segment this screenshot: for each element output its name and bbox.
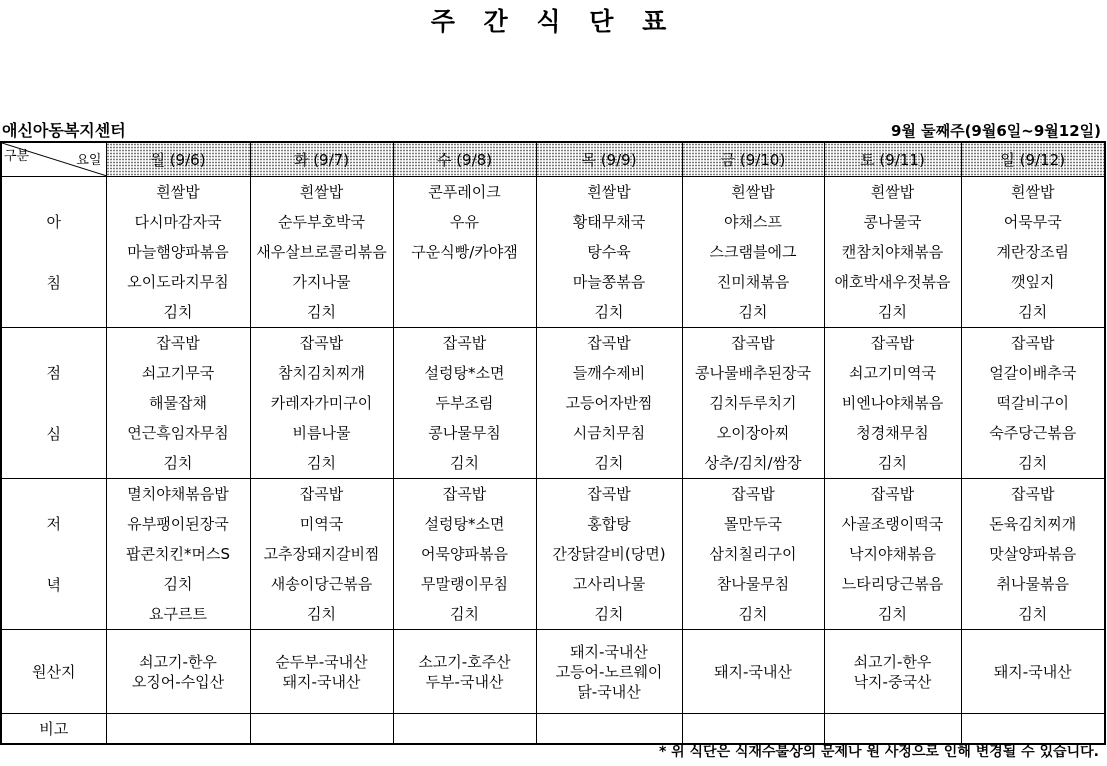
- menu-item: 오이장아찌: [716, 424, 790, 442]
- footnote: * 위 식단은 식재수불상의 문제나 원 사정으로 인해 변경될 수 있습니다.: [658, 744, 1099, 760]
- menu-item: 김치: [450, 454, 479, 472]
- menu-item: 잡곡밥: [442, 485, 487, 503]
- week-label: 9월 둘째주(9월6일~9월12일): [890, 122, 1101, 140]
- meal-label-top: 저: [46, 515, 61, 533]
- meal-label: [1, 479, 106, 630]
- menu-item: 다시마감자국: [134, 213, 222, 231]
- origin-line: 소고기-호주산: [418, 652, 511, 671]
- menu-item: 계란장조림: [996, 243, 1069, 261]
- menu-cell: [106, 177, 250, 328]
- menu-item: 설렁탕*소면: [424, 364, 505, 382]
- note-label: 비고: [1, 714, 106, 745]
- menu-item: 김치: [878, 454, 907, 472]
- menu-item: 김치: [738, 605, 768, 623]
- origin-row: [1, 630, 1105, 714]
- meal-body: [1, 177, 1105, 630]
- menu-item: 얼갈이배추국: [989, 364, 1077, 382]
- meal-label-bottom: 심: [46, 425, 61, 443]
- menu-item: 잡곡밥: [731, 334, 775, 352]
- day-header: 일 (9/12): [961, 142, 1105, 177]
- day-header: 토 (9/11): [824, 142, 961, 177]
- meal-label-top: 점: [46, 364, 61, 382]
- menu-item: 낙지야채볶음: [849, 545, 936, 563]
- menu-cell: [824, 479, 961, 630]
- menu-item: 카레자가미구이: [270, 394, 373, 412]
- origin-line: 돼지-국내산: [993, 662, 1072, 681]
- menu-item: 요구르트: [149, 605, 207, 623]
- menu-cell: [961, 177, 1105, 328]
- menu-item: 취나물볶음: [996, 575, 1069, 593]
- menu-item: 콩나물국: [863, 213, 922, 231]
- menu-item: 맛살양파볶음: [989, 545, 1077, 563]
- menu-item: 잡곡밥: [156, 334, 200, 352]
- menu-item: 흰쌀밥: [587, 183, 631, 201]
- menu-item: 삼치칠리구이: [709, 545, 797, 563]
- menu-item: 김치: [878, 605, 907, 623]
- menu-item: 쇠고기무국: [141, 364, 215, 382]
- menu-cell: [393, 328, 536, 479]
- origin-label: 원산지: [1, 630, 106, 714]
- menu-item: 해물잡채: [149, 394, 207, 412]
- menu-item: 미역국: [299, 515, 344, 533]
- menu-item: 구운식빵/카야잼: [411, 243, 518, 261]
- note-cell: [536, 714, 682, 745]
- menu-item: 설렁탕*소면: [424, 515, 505, 533]
- menu-item: 새우살브로콜리볶음: [256, 243, 387, 261]
- menu-item: 간장닭갈비(당면): [552, 545, 666, 563]
- menu-item: 홍합탕: [587, 515, 631, 533]
- menu-item: 잡곡밥: [587, 485, 631, 503]
- day-header: 월 (9/6): [106, 142, 250, 177]
- menu-item: 고사리나물: [572, 575, 646, 593]
- menu-item: 김치: [1018, 605, 1048, 623]
- note-cell: [250, 714, 393, 745]
- menu-item: 김치: [594, 605, 624, 623]
- meal-label: [1, 328, 106, 479]
- menu-item: 돈육김치찌개: [989, 515, 1077, 533]
- menu-item: 숙주당근볶음: [989, 424, 1077, 442]
- menu-cell: [250, 177, 393, 328]
- menu-item: 잡곡밥: [442, 334, 487, 352]
- menu-cell: [250, 479, 393, 630]
- menu-item: 몰만두국: [724, 515, 782, 533]
- menu-item: 야채스프: [724, 213, 782, 231]
- menu-item: 김치: [594, 303, 624, 321]
- menu-item: 가지나물: [292, 273, 351, 291]
- weekly-menu-table: [0, 141, 1106, 745]
- menu-item: 사골조랭이떡국: [841, 515, 944, 533]
- menu-item: 연근흑임자무침: [127, 424, 229, 442]
- menu-cell: [393, 479, 536, 630]
- origin-cell: [393, 630, 536, 714]
- origin-cell: [106, 630, 250, 714]
- menu-item: [394, 297, 536, 327]
- menu-item: 느타리당근볶음: [841, 575, 944, 593]
- menu-item: 비름나물: [292, 424, 351, 442]
- menu-item: 참치김치찌개: [278, 364, 365, 382]
- origin-line: 쇠고기-한우: [853, 652, 932, 671]
- menu-item: 흰쌀밥: [1011, 183, 1055, 201]
- menu-item: 콩나물배추된장국: [695, 364, 811, 382]
- menu-item: 시금치무침: [572, 424, 646, 442]
- origin-line: 낙지-중국산: [853, 672, 932, 691]
- menu-item: 잡곡밥: [870, 334, 915, 352]
- menu-item: 순두부호박국: [278, 213, 365, 231]
- menu-item: 멸치야채볶음밥: [127, 485, 229, 503]
- note-cell: [824, 714, 961, 745]
- menu-item: 스크램블에그: [709, 243, 797, 261]
- origin-line: 돼지-국내산: [282, 672, 361, 691]
- menu-cell: [682, 177, 824, 328]
- menu-item: 들깨수제비: [572, 364, 646, 382]
- menu-item: 고등어자반찜: [565, 394, 653, 412]
- page-title: 주 간 식 단 표: [430, 7, 677, 36]
- menu-item: 어묵양파볶음: [421, 545, 508, 563]
- menu-item: 고추장돼지갈비찜: [263, 545, 380, 563]
- menu-item: 잡곡밥: [299, 485, 344, 503]
- menu-item: 오이도라지무침: [127, 273, 229, 291]
- origin-cell: [961, 630, 1105, 714]
- origin-line: 고등어-노르웨이: [555, 662, 663, 681]
- menu-item: 김치: [307, 303, 336, 321]
- day-header: 금 (9/10): [682, 142, 824, 177]
- menu-item: [394, 267, 536, 297]
- note-cell: [682, 714, 824, 745]
- menu-item: 어묵무국: [1003, 213, 1062, 231]
- menu-item: 김치: [307, 454, 336, 472]
- menu-item: 애호박새우젓볶음: [834, 273, 951, 291]
- menu-cell: [536, 328, 682, 479]
- menu-cell: [961, 328, 1105, 479]
- menu-cell: [393, 177, 536, 328]
- menu-item: 잡곡밥: [1011, 334, 1055, 352]
- menu-item: 마늘쫑볶음: [572, 273, 646, 291]
- menu-item: 콘푸레이크: [428, 183, 501, 201]
- meal-row: [1, 328, 1105, 479]
- menu-item: 김치: [1018, 303, 1048, 321]
- day-header: 화 (9/7): [250, 142, 393, 177]
- menu-item: 흰쌀밥: [299, 183, 344, 201]
- menu-item: 김치: [163, 454, 193, 472]
- origin-cell: [824, 630, 961, 714]
- menu-cell: [536, 479, 682, 630]
- menu-item: 흰쌀밥: [870, 183, 915, 201]
- origin-cell: [250, 630, 393, 714]
- menu-cell: [961, 479, 1105, 630]
- menu-item: 황태무채국: [572, 213, 646, 231]
- menu-item: 유부팽이된장국: [127, 515, 229, 533]
- menu-item: 김치: [163, 575, 193, 593]
- menu-item: 쇠고기미역국: [849, 364, 936, 382]
- menu-cell: [106, 328, 250, 479]
- menu-cell: [682, 479, 824, 630]
- menu-cell: [824, 328, 961, 479]
- menu-item: 흰쌀밥: [156, 183, 200, 201]
- menu-item: 잡곡밥: [731, 485, 775, 503]
- menu-item: 김치: [307, 605, 336, 623]
- center-name: 애신아동복지센터: [2, 121, 126, 140]
- origin-cell: [536, 630, 682, 714]
- day-header: 목 (9/9): [536, 142, 682, 177]
- meal-label-bottom: 녁: [46, 576, 61, 594]
- menu-item: 진미채볶음: [716, 273, 790, 291]
- gubun-label: 구분: [4, 149, 30, 164]
- menu-item: 비엔나야채볶음: [841, 394, 944, 412]
- menu-item: 깻잎지: [1011, 273, 1055, 291]
- meal-row: [1, 177, 1105, 328]
- menu-cell: [536, 177, 682, 328]
- menu-item: 캔참치야채볶음: [841, 243, 944, 261]
- origin-line: 쇠고기-한우: [139, 652, 217, 671]
- origin-cell: [682, 630, 824, 714]
- meal-label-bottom: 침: [46, 274, 61, 292]
- menu-cell: [106, 479, 250, 630]
- menu-item: 잡곡밥: [299, 334, 344, 352]
- note-row: [1, 714, 1105, 745]
- note-cell: [106, 714, 250, 745]
- menu-item: 우유: [450, 213, 479, 231]
- menu-item: 김치두루치기: [709, 394, 797, 412]
- menu-item: 새송이당근볶음: [270, 575, 373, 593]
- menu-item: 탕수육: [587, 243, 631, 261]
- menu-item: 콩나물무침: [428, 424, 501, 442]
- yoil-label: 요일: [76, 153, 102, 168]
- menu-item: 마늘햄양파볶음: [127, 243, 229, 261]
- origin-line: 순두부-국내산: [275, 652, 368, 671]
- menu-item: 김치: [450, 605, 479, 623]
- origin-line: 돼지-국내산: [570, 642, 648, 661]
- corner-cell: [1, 142, 106, 177]
- menu-item: 잡곡밥: [587, 334, 631, 352]
- note-cell: [393, 714, 536, 745]
- note-cell: [961, 714, 1105, 745]
- meal-label: [1, 177, 106, 328]
- menu-item: 떡갈비구이: [996, 394, 1069, 412]
- menu-item: 참나물무침: [716, 575, 790, 593]
- menu-item: 잡곡밥: [870, 485, 915, 503]
- menu-cell: [250, 328, 393, 479]
- origin-line: 두부-국내산: [425, 672, 504, 691]
- header-row: [1, 142, 1105, 177]
- menu-item: 상추/김치/쌈장: [704, 454, 802, 472]
- menu-item: 김치: [594, 454, 624, 472]
- origin-line: 돼지-국내산: [714, 662, 792, 681]
- menu-item: 김치: [1018, 454, 1048, 472]
- origin-line: 닭-국내산: [577, 682, 641, 701]
- menu-item: 김치: [878, 303, 907, 321]
- menu-item: 팝콘치킨*머스S: [126, 545, 230, 563]
- menu-item: 두부조림: [435, 394, 494, 412]
- origin-line: 오징어-수입산: [131, 672, 225, 691]
- menu-cell: [682, 328, 824, 479]
- menu-item: 흰쌀밥: [731, 183, 775, 201]
- menu-cell: [824, 177, 961, 328]
- menu-item: 김치: [738, 303, 768, 321]
- day-header: 수 (9/8): [393, 142, 536, 177]
- menu-item: 김치: [163, 303, 193, 321]
- meal-label-top: 아: [46, 213, 61, 231]
- meal-row: [1, 479, 1105, 630]
- menu-item: 잡곡밥: [1011, 485, 1055, 503]
- menu-item: 청경채무침: [856, 424, 929, 442]
- menu-item: 무말랭이무침: [421, 575, 508, 593]
